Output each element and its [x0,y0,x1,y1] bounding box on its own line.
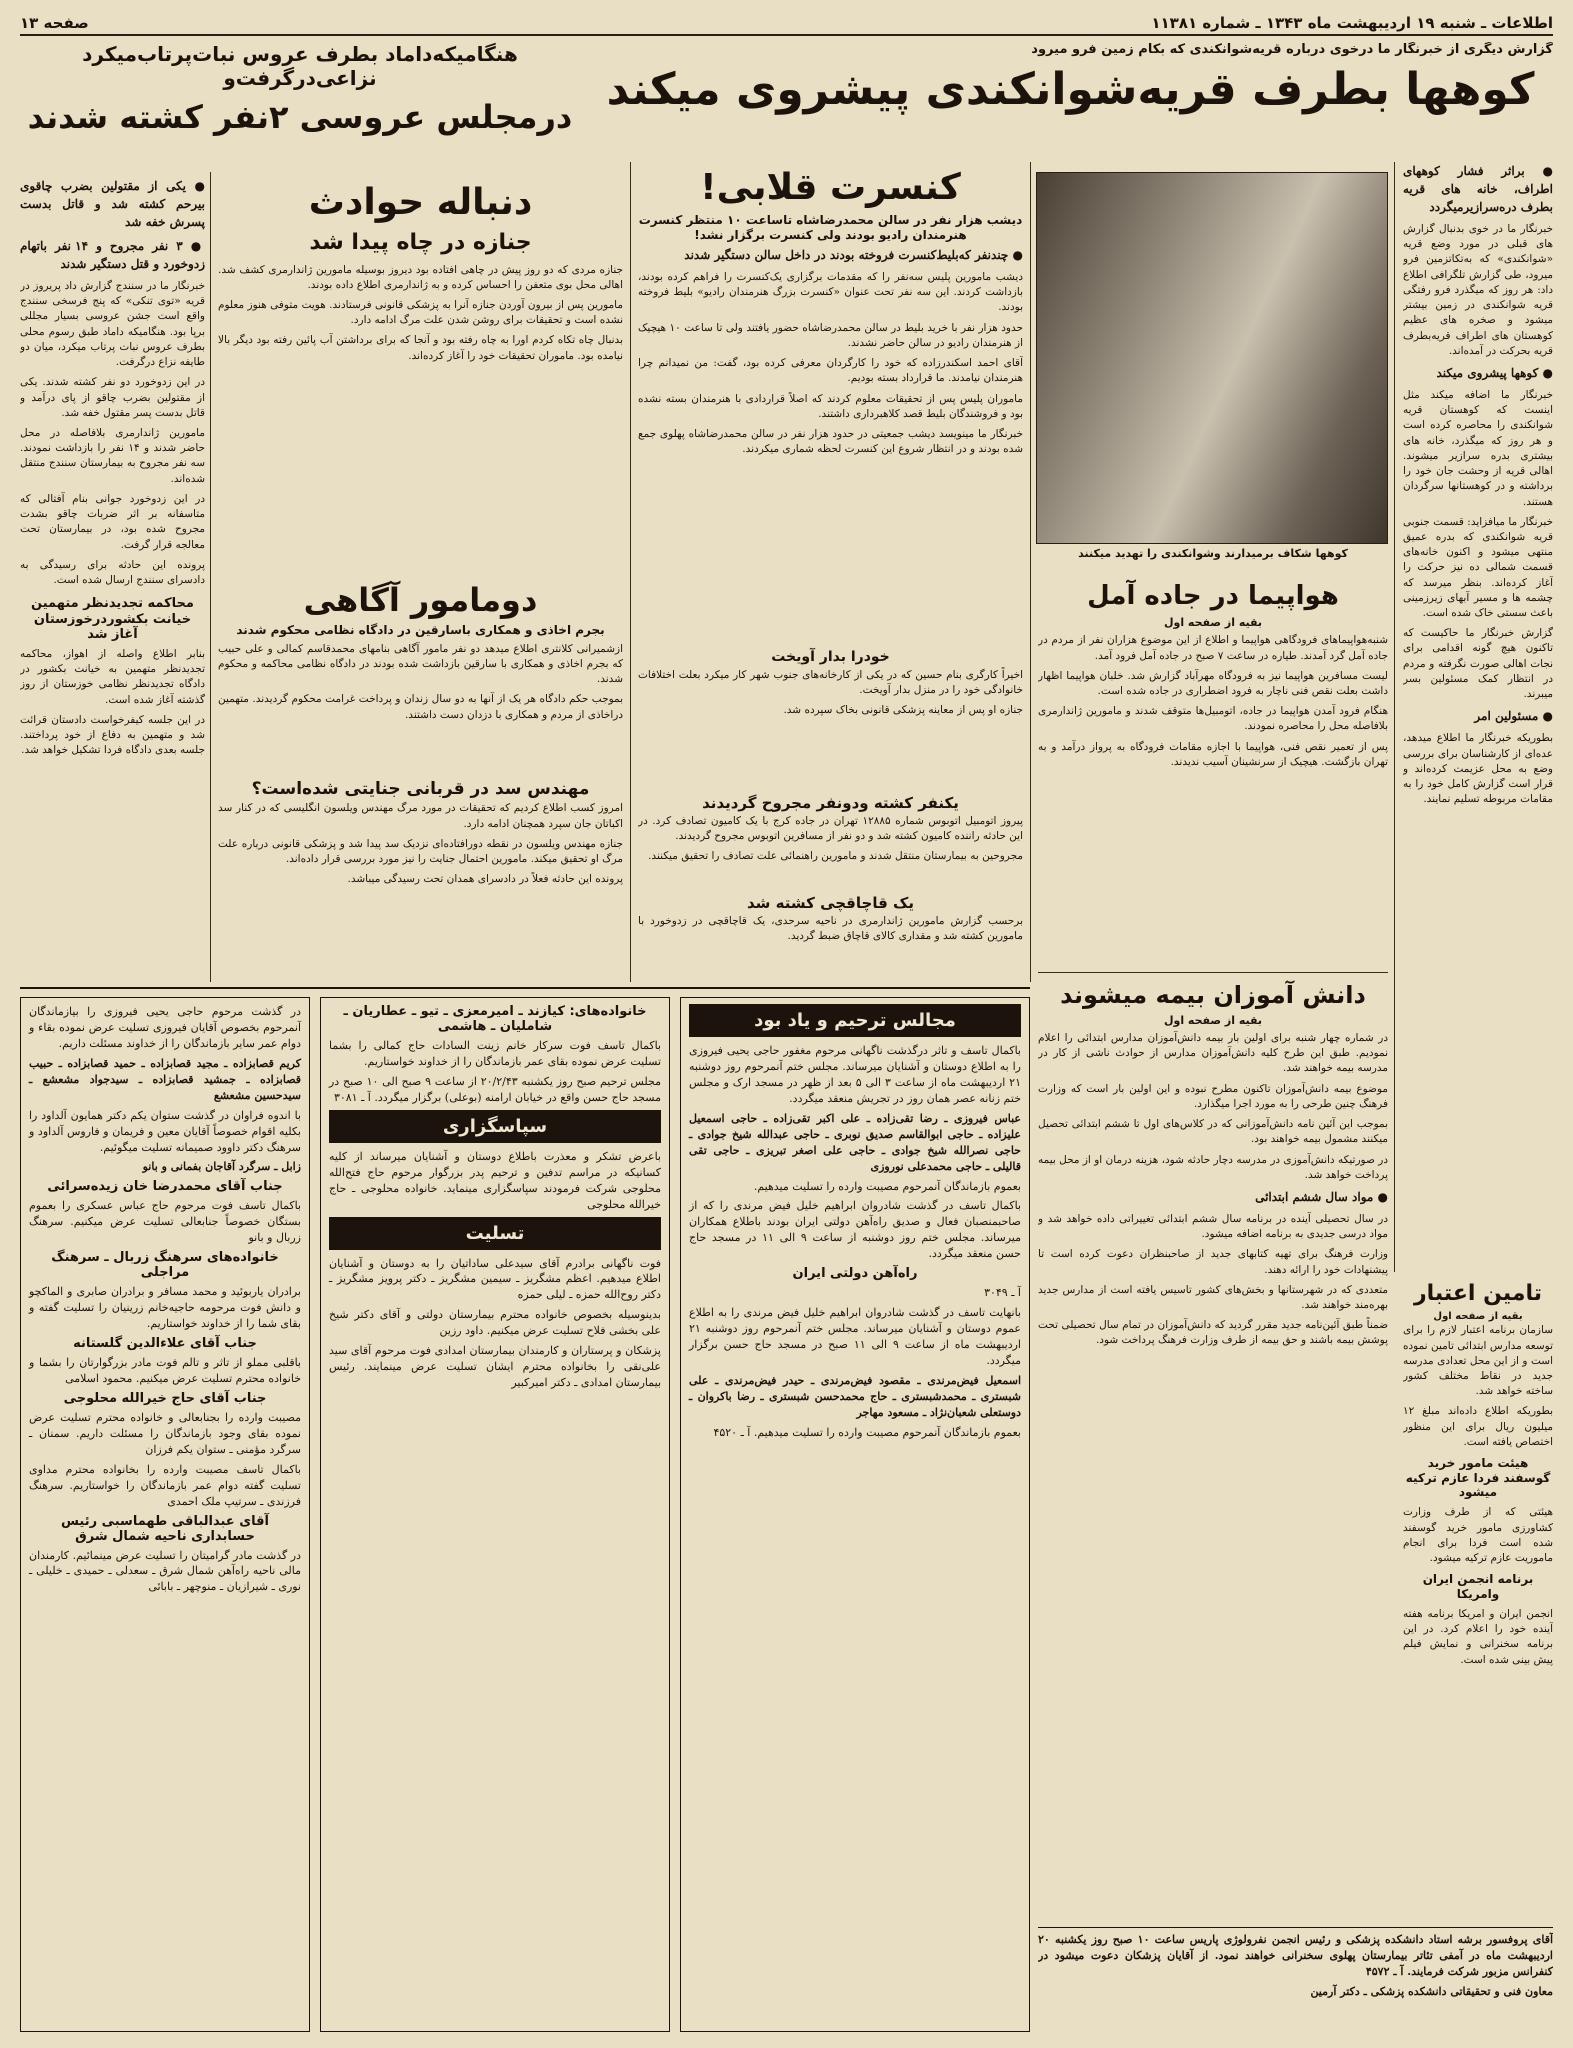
students-p1: موضوع بیمه دانش‌آموزان تاکنون مطرح نبوده و این اولین بار است که وزارت فرهنگ چنین طرحی را به مورد اجرا میگذارد. [1038,1082,1388,1110]
ad-c1-3-text: زابل ـ سرگرد آقاجان بفمانی و بانو [142,1160,301,1174]
ad-c2-2-text: باعرض تشکر و معذرت باطلاع دوستان و آشنایان میرساند از کلیه کسانیکه در مراسم تدفین و ترحیم پدر بزرگوار مرحوم حاج فتح‌الله محلوجی شرکت فرمودند سپاسگزاری مینماید. خانواده محلوجی ـ حاج خیرالله محلوجی [329,1149,661,1211]
concert-p4: خبرنگار ما مینویسد دیشب جمعیتی در حدود هزار نفر در سالن محمدرضاشاه پهلوی جمع شده بودند و در انتظار شروع این کنسرت لحظه شماری میکردند. [638,427,1023,456]
memorial-banner: مجالس ترحیم و یاد بود [689,1004,1021,1037]
ad-c2-5-text: پزشکان و پرستاران و کارمندان بیمارستان امدادی فوت مرحوم آقای سید علی‌نقی را بخانواده محترم ایشان تسلیت عرض مینمایند. رئیس بیمارستان امدادی ـ دکتر امیرکبیر [329,1344,661,1390]
thanks-banner: سپاسگزاری [329,1110,661,1143]
main-story-p6: ● مسئولین امر [1474,709,1553,724]
officers-sub: بجرم اخاذی و همکاری باسارقین در دادگاه نظامی محکوم شدند [236,623,605,638]
smuggler-p0: برحسب گزارش مامورین ژاندارمری در ناحیه سرحدی، یک قاچاقچی در زدوخورد با مامورین کشته شد و مقداری کالای قاچاق ضبط گردید. [638,915,1023,943]
officers-headline: دومامور آگاهی [303,581,538,619]
main-story-p1: خبرنگار ما در خوی بدنبال گزارش های قبلی در مورد وضع قریه «شوانکندی» که به‌تکاتزمین فرو میرود، طی گزارش تلگرافی اطلاع داد: هر روز که میگذرد فرو رفتگی قریه شوانکندی در زمین بیشتر میشود و صخره های عظیم کوهستان های اطراف قریه‌بطرف قریه بحرکت در آمده‌اند. [1403,223,1553,357]
students-p0: در شماره چهار شنبه برای اولین بار بیمه دانش‌آموزان مدارس ابتدائی را اعلام نمودیم. طبق این طرح کلیه دانش‌آموزان مدارس از حوادث ناشی از کار در مدرسه بیمه خواهند شد. [1038,1031,1388,1075]
photo-caption: کوهها شکاف برمیدارند وشوانکندی را تهدید میکنند [1078,547,1348,560]
amol-p1: لیست مسافرین هواپیما نیز به فرودگاه مهرآباد گزارش شد. خلبان هواپیما اظهار داشت بعلت نقص فنی ناچار به فرود اضطراری در جاده شده است. [1038,669,1388,698]
ad-c2-1-text: مجلس ترحیم صبح روز یکشنبه ۲۰/۲/۴۳ از ساعت ۹ صبح الی ۱۰ صبح در مسجد حاج حسن واقع در خیابان ارامنه (بوعلی) برگزار میگردد. آ ـ ۳۰۸۱ [329,1074,661,1104]
students-headline: دانش آموزان بیمه میشوند [1060,981,1366,1009]
funding-p0: سازمان برنامه اعتبار لازم را برای توسعه مدارس ابتدائی تامین نموده است و از این محل تعدادی مدرسه جدید در نقاط مختلف کشور ساخته خواهد شد. [1403,1324,1553,1398]
officers-story [218,577,623,772]
trial-p0: بنابر اطلاع واصله از اهواز، محاکمه تجدیدنظر متهمین به خیانت بکشور در دادگاه تجدیدنظر نظامی خوزستان از روز گذشته آغاز شده است. [20,647,205,706]
trial-headline: محاکمه تجدیدنظر متهمین خیانت بکشوردرخوزستان آغاز شد [31,596,194,643]
sheep-p0: هیئتی که از طرف وزارت کشاورزی مامور خرید گوسفند شده است فردا برای انجام ماموریت عازم ترکیه میشود. [1403,1506,1553,1564]
masthead-info: اطلاعات ـ شنبه ۱۹ اردیبهشت ماه ۱۳۴۳ ـ شماره ۱۱۳۸۱ [1151,14,1553,32]
engineer-p0: امروز کسب اطلاع کردیم که تحقیقات در مورد مرگ مهندس ویلسون انگلیسی که در کنار سد اکباتان جان سپرد همچنان ادامه دارد. [218,802,623,830]
ad-c1-8-text: باکمال تاسف مصیبت وارده را بخانواده محترم مداوی تسلیت گفته دوام عمر بازماندگان را خواستاریم. سرهنگ فرزندی ـ سرتیپ ملک احمدی [29,1462,301,1508]
concert-story [638,162,1023,642]
professor-text: آقای پروفسور برشه استاد دانشکده پزشکی و رئیس انجمن نفرولوژی پاریس ساعت ۱۰ صبح روز یکشنبه ۲۰ اردیبهشت ماه در آمفی تئاتر بیمارستان پهلوی سخنرانی خواهند نمود. از آقایان پزشکان دعوت میشود در کنفرانس مزبور شرکت فرمایند. آ ـ ۴۵۷۲ [1038,1933,1553,1978]
wedding-p1: در این زدوخورد دو نفر کشته شدند. یکی از مقتولین بضرب چاقو از پای درآمد و قاتل بدست پسر مقتول خفه شد. [20,376,205,419]
ad-c3-3-text: باکمال تاسف در گذشت شادروان ابراهیم خلیل فیض مرندی را که از صاحبمنصبان فعال و صدیق راه‌آهن دولتی ایران بودند باطلاع همکاران میرساند. مجلس ختم روز دوشنبه از ساعت ۹ الی ۱۱ در مسجد حاج حسن منعقد میگردد. [689,1199,1021,1261]
newspaper-page [20,12,1553,2036]
ad-c3-5-text: بانهایت تاسف در گذشت شادروان ابراهیم خلیل فیض مرندی را به اطلاع عموم دوستان و آشنایان میرساند. مجلس ختم آنمرحوم روز دوشنبه ۲۱ اردیبهشت ماه از ساعت ۹ الی ۱۱ صبح در مسجد حاج حسن برگزار میگردد. [689,1306,1021,1367]
main-story-p4: خبرنگار ما میافزاید: قسمت جنوبی قریه شوانکندی که بدره عمیق منتهی میشود و اکنون خانه‌های قسمت شمالی ده نیز حرکت را آغاز کرده‌اند. بنظر میرسد که چشمه ها و مسیر آبهای زیرزمینی باعث سستی خاک شده است. [1403,515,1553,620]
ad-c1-0-text: در گذشت مرحوم حاجی یحیی فیروزی را بیازماندگان آنمرحوم بخصوص آقایان فیروزی تسلیت عرض نموده بقاء و دوام عمر سایر بازماندگان را از خداوند مسئلت داریم. [29,1005,301,1050]
concert-p0: دیشب مامورین پلیس سه‌نفر را که مقدمات برگزاری یک‌کنسرت را فراهم کرده بودند، بازداشت کردند. این سه نفر تحت عنوان «کنسرت بزرگ هنرمندان رادیو» بلیط فروخته بودند. [638,270,1023,314]
amol-sub: بقیه از صفحه اول [1163,616,1263,630]
column-rule [630,162,631,982]
main-story-p0: ● براثر فشار کوههای اطراف، خانه های قریه بطرف دره‌سرازیرمیگردد [1403,164,1553,214]
amol-story [1038,577,1388,967]
suicide-p0: اخیراً کارگری بنام حسین که در یکی از کارخانه‌های جنوب شهر کار میکرد بعلت اختلافات خانوادگی خود را در منزل بدار آویخت. [638,668,1023,697]
main-story-p5: گزارش خبرنگار ما حاکیست که تاکنون هیچ گونه اقدامی برای نجات اهالی صورت نگرفته و مردم در انتظار کمک مسئولین بسر میبرند. [1403,627,1553,701]
incidents-story [218,177,623,572]
masthead [20,12,1553,36]
column-rule [210,172,211,982]
main-story-header [588,42,1553,157]
ad-c1-4-text: باکمال تاسف فوت مرحوم حاج عباس عسکری را بعموم بستگان خصوصاً جنابعالی تسلیت عرض میکنیم. سرهنگ زربال و بانو [29,1199,301,1245]
professor-notice [1038,1927,1553,2033]
ad-c1-7-title: جناب آقای حاج خیرالله محلوجی [63,1390,267,1406]
funding-story [1403,1277,1553,1917]
funding-p1: بطوریکه اطلاع داده‌اند مبلغ ۱۲ میلیون ریال برای این منظور اختصاص یافته است. [1403,1405,1553,1448]
concert-p2: آقای احمد اسکندرزاده که خود را کارگردان معرفی کرده بود، گفت: من نمیدانم چرا هنرمندان نیامدند. ما قرارداد بسته بودیم. [638,357,1023,385]
wedding-story-kicker: هنگامیکه‌داماد بطرف عروس نبات‌پرتاب‌میکرد نزاعی‌درگرفت‌و [82,42,518,90]
column-rule [1030,162,1031,982]
ad-c1-7-text: مصیبت وارده را بجنابعالی و خانواده محترم تسلیت عرض نموده بقای وجود بازماندگان را مسئلت داریم. سمنان ـ سرگرد مؤمنی ـ ستوان یکم فرزان [29,1410,301,1456]
well-p1: مامورین پس از بیرون آوردن جنازه آنرا به پزشکی قانونی فرستادند. هویت متوفی هنوز معلوم نشده است و تحقیقات برای روشن شدن علت مرگ ادامه دارد. [218,299,623,327]
engineer-headline: مهندس سد در قربانی جنایتی شده‌است؟ [251,779,590,799]
well-p0: جنازه مردی که دو روز پیش در چاهی افتاده بود دیروز بوسیله مامورین ژاندارمری کشف شد. اهالی محل بوی متعفن را احساس کرده و به ژاندارمری اطلاع داده بودند. [218,263,623,291]
smuggler-story [638,892,1023,977]
ads-column-2 [320,997,670,2032]
main-story-kicker: گزارش دیگری از خبرنگار ما درخوی درباره قریه‌شوانکندی که بکام زمین فرو میرود [1031,42,1553,57]
amol-p2: هنگام فرود آمدن هواپیما در جاده، اتومبیل‌ها متوقف شدند و مامورین ژاندارمری بلافاصله محل را محاصره نمودند. [1038,705,1388,733]
ads-top-rule [20,987,1030,989]
page-number: صفحه ۱۳ [20,14,89,32]
ad-c3-2-text: بعموم بازماندگان آنمرحوم مصیبت وارده را تسلیت میدهیم. [753,1179,1021,1193]
landslide-photo [1036,172,1388,544]
concert-sub: دیشب هزار نفر در سالن محمدرضاشاه تاساعت ۱۰ منتظر کنسرت هنرمندان رادیو بودند ولی کنسرت برگزار نشد! [638,213,1023,242]
engineer-p1: جنازه مهندس ویلسون در نقطه دورافتاده‌ای نزدیک سد پیدا شد و پزشکی قانونی درباره علت مرگ او تحقیق میکند. مامورین احتمال جنایت را نیز مورد بررسی قرار داده‌اند. [218,837,623,866]
amol-headline: هواپیما در جاده آمل [1087,581,1339,611]
funding-sub: بقیه از صفحه اول [1433,1311,1523,1323]
accident-p1: مجروحین به بیمارستان منتقل شدند و مامورین راهنمائی علت تصادف را تحقیق میکنند. [648,850,1023,863]
well-p2: بدنبال چاه تکاه کردم اورا به چاه رفته بود و آنجا که برای برداشتن آب پائین رفته بود دیگر بالا نیامده بود. ماموران تحقیقات خود را آغاز کرده‌اند. [218,334,623,362]
wedding-bullet-1: ● ۳ نفر مجروح و ۱۴ نفر باتهام زدوخورد و قتل دستگیر شدند [20,239,205,271]
ad-c2-0-title: خانواده‌های: کیازند ـ امیرمعزی ـ تیو ـ عطاریان ـ شاملیان ـ هاشمی [343,1004,647,1034]
ad-c2-0-text: باکمال تاسف فوت سرکار خانم زینت السادات حاج کمالی را بشما تسلیت عرض نموده بقای عمر بازماندگان را از خداوند خواستاریم. [329,1039,661,1068]
ad-c1-5-text: برادران یاربوئید و محمد مسافر و برادران صابری و الماکچو و دانش فوت مرحومه حاجیه‌خانم زرینیان را تسلیت گفته و بقای شما را از خداوند خواستاریم. [29,1285,301,1331]
main-story-headline: کوهها بطرف قریه‌شوانکندی پیشروی میکند [606,63,1535,115]
wedding-p4: پرونده این حادثه برای رسیدگی به دادسرای سنندج ارسال شده است. [20,558,205,586]
column-rule [1394,162,1395,1272]
ad-c3-4-title: راه‌آهن دولتی ایران [792,1266,918,1282]
ad-c1-6-title: جناب آقای علاءالدین گلستانه [73,1336,257,1351]
students-story [1038,977,1388,1917]
students-p2: بموجب این آئین نامه دانش‌آموزانی که در کلاس‌های اول تا ششم ابتدائی تحصیل میکنند مشمول بیمه خواهند بود. [1038,1118,1388,1146]
main-story-p3: خبرنگار ما اضافه میکند مثل اینست که کوهستان قریه شوانکندی را محاصره کرده است و هر روز که میگذرد، خانه های بیشتری بدره سرازیر میشوند. اهالی قریه از وحشت جان خود را برداشته و در کوهستانها سرگردان هستند. [1403,388,1553,508]
students-p7: متعددی که در شهرستانها و بخش‌های کشور تاسیس یافته است از مدارس جدید بهره‌مند خواهند شد. [1038,1283,1388,1312]
accident-headline: یکنفر کشته ودونفر مجروح گردیدند [702,794,959,812]
suicide-headline: خودرا بدار آویخت [771,649,890,665]
concert-p1: حدود هزار نفر با خرید بلیط در سالن محمدرضاشاه حضور یافتند ولی تا ساعت ۱۰ هیچیک از هنرمندان رادیو در سالن حاضر نشدند. [638,321,1023,349]
wedding-story-header [20,42,580,167]
smuggler-headline: یک قاچاقچی کشته شد [747,894,914,912]
wedding-story [20,177,205,977]
condolence-banner: تسلیت [329,1217,661,1250]
main-story-p7: بطوریکه خبرنگار ما اطلاع میدهد، عده‌ای از کارشناسان برای بررسی وضع به محل عزیمت کرده‌اند و قرار است گزارش کامل خود را به مقامات مربوطه تسلیم نمایند. [1403,732,1553,806]
students-sub: بقیه از صفحه اول [1163,1013,1263,1027]
suicide-p1: جنازه او پس از معاینه پزشکی قانونی بخاک سپرده شد. [783,704,1023,717]
concert-p3: ماموران پلیس پس از تحقیقات معلوم کردند که اصلاً قراردادی با هنرمندان بسته نشده بود و فروشندگان بلیط قصد کلاهبرداری داشتند. [638,392,1023,420]
wedding-p2: مامورین ژاندارمری بلافاصله در محل حاضر شدند و ۱۴ نفر را بازداشت نمودند. سه نفر مجروح به بیمارستان سنندج منتقل شده‌اند. [20,426,205,485]
students-p8: ضمناً طبق آئین‌نامه جدید مقرر گردید که دانش‌آموزان در تمام سال تحصیلی تحت پوشش بیمه باشند و حق بیمه از طرف وزارت فرهنگ پرداخت شود. [1038,1319,1388,1347]
students-p4: ● مواد سال ششم ابتدائی [1255,1189,1388,1204]
ad-c1-4-title: جناب آقای محمدرضا خان زیده‌سرائی [47,1179,283,1195]
ad-c2-4-text: بدینوسیله بخصوص خانواده محترم بیمارستان دولتی و آقای دکتر شیخ علی بخشی فلاح تسلیت عرض میکنیم. داود رزین [329,1308,661,1338]
ad-c3-7-text: بعموم بازماندگان آنمرحوم مصیبت وارده را تسلیت میدهیم. آ ـ ۴۵۲۰ [713,1425,1021,1439]
wedding-story-headline: درمجلس عروسی ۲نفر کشته شدند [27,98,573,136]
ad-c3-4-text: آ ـ ۳۰۴۹ [984,1286,1021,1300]
wedding-bullet-0: ● یکی از مقتولین بضرب چاقوی بیرحم کشته شد و قاتل بدست پسرش خفه شد [20,179,205,229]
students-p3: در صورتیکه دانش‌آموزی در مدرسه دچار حادثه شود، هزینه درمان او از محل بیمه پرداخت خواهد شد. [1038,1153,1388,1181]
well-headline: جنازه در چاه پیدا شد [309,230,532,256]
professor-signature: معاون فنی و تحقیقاتی دانشکده پزشکی ـ دکتر آرمین [1310,1984,1553,1998]
main-story-p2: ● کوهها پیشروی میکند [1436,365,1553,380]
sheep-headline: هیئت مامور خرید گوسفند فردا عازم ترکیه میشود [1405,1456,1551,1499]
suicide-story [638,647,1023,787]
ad-c1-5-title: خانواده‌های سرهنگ زربال ـ سرهنگ مراجلی [51,1250,279,1281]
students-p6: وزارت فرهنگ برای تهیه کتابهای جدید از صاحبنظران دعوت کرده است تا پیشنهادات خود را ارائه دهند. [1038,1248,1388,1276]
ads-column-3 [680,997,1030,2032]
ads-column-1 [20,997,310,2032]
wedding-p0: خبرنگار ما در سنندج گزارش داد پریروز در قریه «توی تنکی» که پنج فرسخی سنندج واقع است جشن عروسی بسیار مجللی برپا بود. هنگامیکه داماد طبق رسوم محلی بطرف عروس نبات پرتاب میکرد، میان دو طایفه نزاع درگرفت. [20,280,205,369]
main-story-text [1403,162,1553,1272]
program-headline: برنامه انجمن ایران وامریکا [1422,1572,1534,1601]
ad-c3-1-text: عباس فیروزی ـ رضا تقی‌زاده ـ علی اکبر تقی‌زاده ـ حاجی اسمعیل علیزاده ـ حاجی ابوالقاسم صدیق نوبری ـ حاجی عبدالله شیخ جوادی ـ حاجی نصرالله شیخ جوادی ـ حاجی علی اصغر تبریزی ـ حاجی تقی قالیلی ـ حاجی محمدعلی نوروزی [689,1111,1021,1173]
concert-headline: کنسرت قلابی! [700,167,961,208]
officers-p1: بموجب حکم دادگاه هر یک از آنها به دو سال زندان و پرداخت غرامت محکوم گردیدند. متهمین دراخاذی از مردم و همکاری با دزدان دست داشتند. [218,693,623,721]
concert-bullet: ● چندنفر که‌بلیط‌کنسرت فروخته بودند در داخل سالن دستگیر شدند [684,247,1023,262]
ad-c1-1-text: کریم قصابزاده ـ مجید قصابزاده ـ حمید قصابزاده ـ حبیب قصابزاده ـ جمشید قصابزاده ـ سیدجواد مشعشع ـ سیدحسین مشعشع [29,1056,301,1102]
ad-c1-6-text: باقلبی مملو از تاثر و تالم فوت مادر بزرگوارتان را بشما و خانواده محترم تسلیت عرض میکنیم. محمود اسلامی [29,1356,301,1385]
wedding-p3: در این زدوخورد جوانی بنام آفتالی که متاسفانه بر اثر ضربات چاقو بشدت مجروح شده بود، در بیمارستان تحت معالجه قرار گرفت. [20,492,205,551]
incidents-headline: دنباله حوادث [308,182,533,223]
amol-p3: پس از تعمیر نقص فنی، هواپیما با اجازه مقامات فرودگاه به پرواز درآمد و به تهران بازگشت. هیچیک از سرنشینان آسیب ندیدند. [1038,740,1388,768]
funding-headline: تامین اعتبار [1413,1281,1543,1306]
engineer-story [218,777,623,977]
ad-c3-0-text: باکمال تاسف و تاثر درگذشت ناگهانی مرحوم مغفور حاجی یحیی فیروزی را به اطلاع دوستان و آشنایان میرساند. مجلس ختم آنمرحوم روز دوشنبه ۲۱ اردیبهشت ماه از ساعت ۳ الی ۵ بعد از ظهر در مسجد ارک و مجلس ختم زنانه عصر همان روز در تجریش منعقد میگردد. [689,1044,1021,1105]
accident-story [638,792,1023,887]
engineer-p2: پرونده این حادثه فعلاً در دادسرای همدان تحت رسیدگی میباشد. [347,873,623,886]
ad-c1-2-text: با اندوه فراوان در گذشت ستوان یکم دکتر همایون آلداود را بکلیه اقوام خصوصاً آقایان معین و فریمان و فاروس آلداود و سرهنگ دکتر داوود صمیمانه تسلیت میگوئیم. [29,1108,301,1154]
accident-p0: پیروز اتومبیل اتوبوس شماره ۱۲۸۸۵ تهران در جاده کرج با یک کامیون تصادف کرد. در این حادثه راننده کامیون کشته شد و دو نفر از مسافرین اتوبوس مجروح گردیدند. [638,815,1023,843]
section-rule [1038,972,1388,973]
ad-c1-9-text: در گذشت مادر گرامیتان را تسلیت عرض مینمائیم. کارمندان مالی ناحیه راه‌آهن شمال شرق ـ سعدلی ـ حمیدی ـ خلیلی ـ نوری ـ شیرازیان ـ منوچهر ـ بابائی [29,1548,301,1594]
students-p5: در سال تحصیلی آینده در برنامه سال ششم ابتدائی تغییراتی داده خواهد شد و مواد درسی جدیدی به برنامه اضافه میشود. [1038,1212,1388,1241]
trial-p1: در این جلسه کیفرخواست دادستان قرائت شد و متهمین به دفاع از خود پرداختند. جلسه بعدی دادگاه فردا تشکیل خواهد شد. [20,713,205,757]
ad-c1-9-title: آقای عبدالباقی طهماسبی رئیس حسابداری ناحیه شمال شرق [61,1513,269,1544]
program-p0: انجمن ایران و امریکا برنامه هفته آینده خود را اعلام کرد. در این برنامه سخنرانی و نمایش فیلم پیش بینی شده است. [1403,1607,1553,1666]
ad-c3-6-text: اسمعیل فیض‌مرندی ـ مقصود فیض‌مرندی ـ حیدر فیض‌مرندی ـ علی شبستری ـ محمدشبستری ـ حاج محمدحسن شبستری ـ رضا باکروان ـ دوستعلی شعبان‌نژاد ـ مسعود مهاجر [689,1373,1021,1419]
officers-p0: ازشمیرانی کلانتری اطلاع میدهد دو نفر مامور آگاهی بنامهای محمدقاسم کمالی و علی حبیب که بجرم اخاذی و همکاری با سارقین بازداشت شده بودند در دادگاه نظامی محاکمه و محکوم شدند. [218,642,623,686]
amol-p0: شنبه‌هواپیماهای فرودگاهی هواپیما و اطلاع از این موضوع هزاران نفر از مردم در جاده آمل گرد آمدند. طیاره در ساعت ۷ صبح در جاده آمل فرود آمد. [1038,634,1388,662]
ad-c2-3-text: فوت ناگهانی برادرم آقای سیدعلی ساداتیان را به دوستان و آشنایان اطلاع میدهیم. اعظم مشگریز ـ سیمین مشگریز ـ دکتر پرویز مشگریز ـ دکتر روح‌الله حمزه ـ لیلی حمزه [329,1256,661,1302]
